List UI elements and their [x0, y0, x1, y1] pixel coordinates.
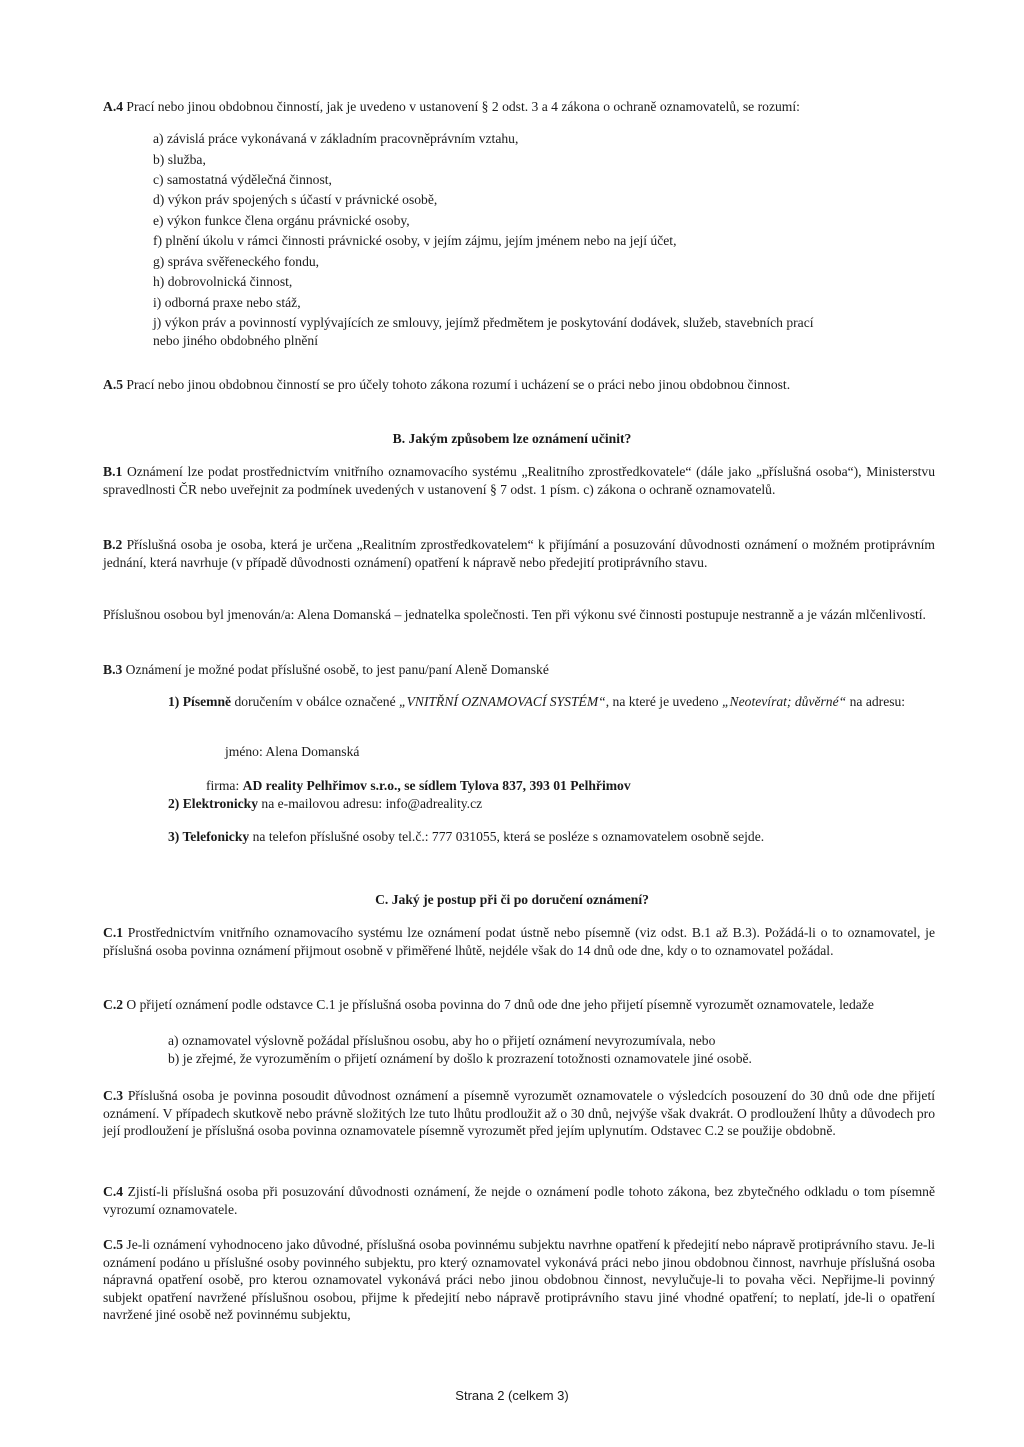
option-electronic [168, 795, 482, 812]
list-item: a) oznamovatel výslovně požádal příslušnou osobu, aby ho o přijetí oznámení nevyrozumívala, nebo [168, 1033, 716, 1048]
option-number: 1) [168, 694, 183, 709]
paragraph-number: A.4 [103, 99, 124, 114]
option-text: na e-mailovou adresu: info@adreality.cz [258, 796, 483, 811]
paragraph-c3 [103, 1087, 935, 1140]
paragraph-text: O přijetí oznámení podle odstavce C.1 je příslušná osoba povinna do 7 dnů ode dne jeho přijetí písemně vyrozumět oznamovatele, ledaže [123, 997, 874, 1012]
option-text: doručením v obálce označené [231, 694, 400, 709]
paragraph-number: C.4 [103, 1184, 124, 1199]
paragraph-text: Prací nebo jinou obdobnou činností se pro účely tohoto zákona rozumí i ucházení se o práci nebo jinou obdobnou činnost. [123, 377, 791, 392]
list-item: c) samostatná výdělečná činnost, [153, 172, 332, 187]
firm-label: firma: [206, 778, 243, 793]
firm-value: AD reality Pelhřimov s.r.o., se sídlem Tylova 837, 393 01 Pelhřimov [242, 778, 631, 793]
paragraph-text: Je-li oznámení vyhodnoceno jako důvodné, příslušná osoba povinnému subjektu navrhne opatření k předejití nebo nápravě protiprávního stavu. Je-li oznámení podáno u příslušné osoby povinného subjektu, pro který oznamovatel vykonává práci nebo jinou obdobnou činnost, navrhuje příslušná osoba nápravná opatření osobě, pro kterou oznamovatel vykonává práci nebo jinou obdobnou činnost, nevylučuje-li to povaha věci. Nepřijme-li povinný subjekt opatření navržené příslušnou osobou, přijme k předejití nebo nápravě protiprávního stavu jiné vhodné opatření; to neplatí, jde-li o opatření navržené jiné osobě než povinnému subjektu, [103, 1237, 935, 1322]
option-written [168, 693, 934, 711]
paragraph-number: C.5 [103, 1237, 124, 1252]
paragraph-number: C.1 [103, 925, 124, 940]
option-text: na adresu: [846, 694, 906, 709]
envelope-label: „VNITŘNÍ OZNAMOVACÍ SYSTÉM“ [399, 694, 606, 709]
paragraph-b1 [103, 463, 935, 498]
list-item: a) závislá práce vykonávaná v základním pracovněprávním vztahu, [153, 131, 519, 146]
paragraph-text: Příslušná osoba je povinna posoudit důvodnost oznámení a písemně vyrozumět oznamovatele o výsledcích posouzení do 30 dnů ode dne přijetí oznámení. V případech skutkově nebo právně složitých lze tuto lhůtu prodloužit až o 30 dnů, nejvýše však dvakrát. O prodloužení lhůty a důvodech pro její prodloužení je příslušná osoba povinna oznamovatele písemně vyrozumět před jejím uplynutím. Odstavec C.2 se použije obdobně. [103, 1088, 935, 1138]
option-label: Elektronicky [182, 796, 259, 811]
list-item: b) je zřejmé, že vyrozuměním o přijetí oznámení by došlo k prozrazení totožnosti oznamovatele jiné osobě. [168, 1051, 752, 1066]
paragraph-text: Zjistí-li příslušná osoba při posuzování důvodnosti oznámení, že nejde o oznámení podle tohoto zákona, bez zbytečného odkladu o tom písemně vyrozumí oznamovatele. [103, 1184, 935, 1217]
list-item: b) služba, [153, 152, 206, 167]
paragraph-a5 [103, 376, 933, 393]
paragraph-c1 [103, 924, 935, 959]
paragraph-number: B.3 [103, 662, 123, 677]
option-phone [168, 828, 764, 845]
list-item: f) plnění úkolu v rámci činnosti právnické osoby, v jejím zájmu, jejím jménem nebo na její účet, [153, 233, 677, 248]
address-firm [206, 777, 631, 794]
paragraph-text: Oznámení lze podat prostřednictvím vnitřního oznamovacího systému „Realitního zprostředkovatele“ (dále jako „příslušná osoba“), Ministerstvu spravedlnosti ČR nebo uveřejnit za podmínek uvedených v ustanovení § 7 odst. 1 písm. c) zákona o ochraně oznamovatelů. [103, 464, 935, 497]
paragraph-b2-named: Příslušnou osobou byl jmenován/a: Alena Domanská – jednatelka společnosti. Ten při výkonu své činnosti postupuje nestranně a je vázán mlčenlivostí. [103, 607, 926, 622]
paragraph-number: A.5 [103, 377, 124, 392]
address-name: jméno: Alena Domanská [225, 744, 360, 759]
option-text: na telefon příslušné osoby tel.č.: 777 031055, která se posléze s oznamovatelem osobně sejde. [249, 829, 765, 844]
paragraph-c5 [103, 1236, 935, 1324]
paragraph-number: C.3 [103, 1088, 124, 1103]
paragraph-text: Příslušná osoba je osoba, která je určena „Realitním zprostředkovatelem“ k přijímání a posuzování důvodnosti oznámení o možném protiprávním jednání, která navrhuje (v případě důvodnosti oznámení) opatření k nápravě nebo předejití protiprávního stavu. [103, 537, 935, 570]
list-item: d) výkon práv spojených s účastí v právnické osobě, [153, 192, 438, 207]
paragraph-a4 [103, 98, 933, 115]
list-item: g) správa svěřeneckého fondu, [153, 254, 320, 269]
option-number: 2) [168, 796, 183, 811]
list-item: nebo jiného obdobného plnění [153, 333, 318, 348]
paragraph-c4 [103, 1183, 935, 1218]
list-item: e) výkon funkce člena orgánu právnické osoby, [153, 213, 410, 228]
option-number: 3) [168, 829, 183, 844]
paragraph-text: Prostřednictvím vnitřního oznamovacího systému lze oznámení podat ústně nebo písemně (viz odst. B.1 až B.3). Požádá-li o to oznamovatel, je příslušná osoba povinna oznámení přijmout osobně v přiměřené lhůtě, nejdéle však do 14 dnů ode dne, kdy o to oznamovatel požádal. [103, 925, 935, 958]
section-heading-b: B. Jakým způsobem lze oznámení učinit? [392, 431, 632, 446]
envelope-note: „Neotevírat; důvěrné“ [721, 694, 847, 709]
paragraph-c2 [103, 996, 935, 1014]
list-item: j) výkon práv a povinností vyplývajících ze smlouvy, jejímž předmětem je poskytování dodávek, služeb, stavebních prací [153, 315, 814, 330]
paragraph-number: B.2 [103, 537, 123, 552]
option-text: , na které je uvedeno [605, 694, 722, 709]
section-heading-c: C. Jaký je postup při či po doručení oznámení? [375, 892, 649, 907]
paragraph-text: Oznámení je možné podat příslušné osobě, to jest panu/paní Aleně Domanské [122, 662, 549, 677]
paragraph-b2 [103, 536, 935, 571]
paragraph-number: B.1 [103, 464, 123, 479]
list-item: h) dobrovolnická činnost, [153, 274, 293, 289]
option-label: Písemně [182, 694, 232, 709]
paragraph-text: Prací nebo jinou obdobnou činností, jak je uvedeno v ustanovení § 2 odst. 3 a 4 zákona o ochraně oznamovatelů, se rozumí: [123, 99, 800, 114]
list-item: i) odborná praxe nebo stáž, [153, 295, 301, 310]
option-label: Telefonicky [182, 829, 250, 844]
page-footer: Strana 2 (celkem 3) [455, 1388, 569, 1403]
paragraph-b3 [103, 661, 935, 678]
paragraph-number: C.2 [103, 997, 124, 1012]
